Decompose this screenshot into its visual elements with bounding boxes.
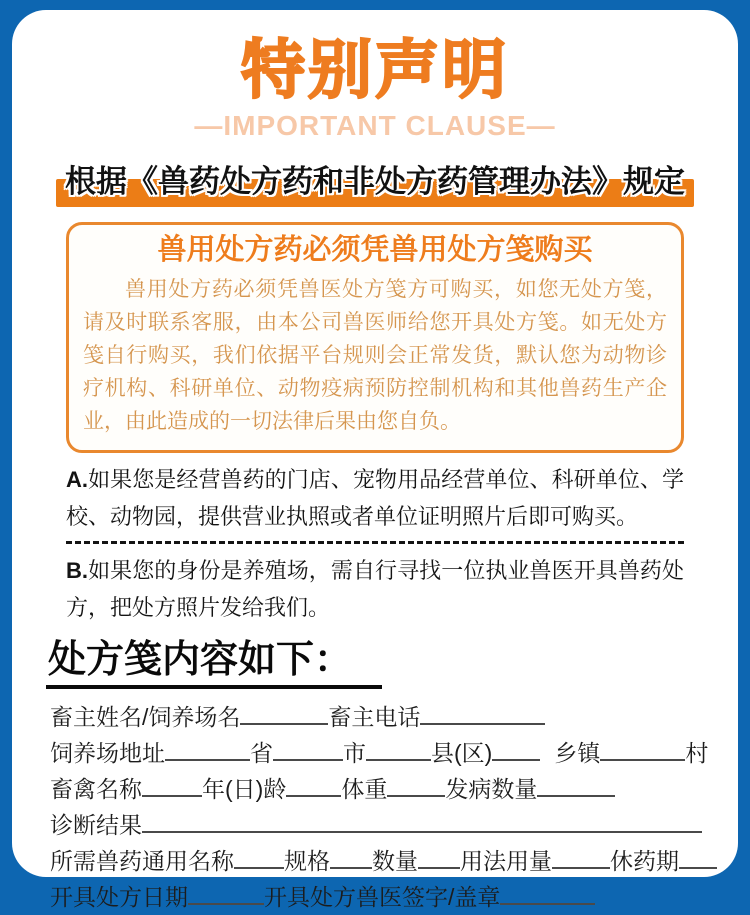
form-label: 数量 [372, 848, 418, 874]
form-blank-line [330, 841, 372, 869]
form-label: 乡镇 [554, 740, 601, 766]
form-label: 发病数量 [445, 776, 538, 802]
clause-a-text: 如果您是经营兽药的门店、宠物用品经营单位、科研单位、学校、动物园，提供营业执照或者单位证明照片后即可购买。 [66, 467, 684, 529]
form-label: 年(日)龄 [202, 776, 287, 802]
form-label: 休药期 [610, 848, 679, 874]
form-blank-line [188, 877, 264, 905]
notice-box-body: 兽用处方药必须凭兽医处方笺方可购买，如您无处方笺，请及时联系客服，由本公司兽医师给您开具处方笺。如无处方笺自行购买，我们依据平台规则会正常发货，默认您为动物诊疗机构、科研单位、动物疫病预防控制机构和其他兽药生产企业，由此造成的一切法律后果由您自负。 [83, 278, 667, 433]
form-blank-line [240, 697, 328, 725]
form-blank-line [537, 769, 615, 797]
form-blank-line [679, 841, 717, 869]
clause-a [66, 461, 684, 535]
form-blank-line [366, 733, 431, 761]
form-label: 开具处方日期 [50, 884, 188, 910]
form-blank-line [142, 769, 202, 797]
page-title: 特别声明 [241, 34, 509, 106]
prescription-heading-row [46, 638, 738, 689]
clause-b-prefix: B. [66, 558, 88, 583]
form-label: 规格 [284, 848, 330, 874]
form-label: 用法用量 [460, 848, 552, 874]
form-label: 县(区) [431, 740, 493, 766]
form-blank-line [273, 733, 343, 761]
prescription-heading: 处方笺内容如下： [46, 638, 382, 689]
form-blank-line [418, 841, 460, 869]
form-blank-line [234, 841, 284, 869]
form-line [50, 877, 724, 913]
form-blank-line [142, 805, 702, 833]
form-blank-line [552, 841, 610, 869]
form-blank-line [500, 877, 595, 905]
dashed-divider [66, 541, 684, 544]
law-banner [56, 158, 694, 208]
prescription-notice-box [66, 222, 684, 453]
notice-box-heading: 兽用处方药必须凭兽用处方笺购买 [157, 234, 593, 266]
prescription-lines [50, 697, 724, 913]
form-label: 体重 [341, 776, 388, 802]
form-blank-line [165, 733, 250, 761]
form-line [50, 733, 724, 769]
form-blank-line [387, 769, 445, 797]
form-line [50, 841, 724, 877]
clause-a-prefix: A. [66, 467, 88, 492]
form-label: 畜禽名称 [50, 776, 142, 802]
form-blank-line [492, 733, 540, 761]
form-blank-line [600, 733, 685, 761]
clause-b-text: 如果您的身份是养殖场，需自行寻找一位执业兽医开具兽药处方，把处方照片发给我们。 [66, 558, 684, 620]
form-label: 开具处方兽医签字/盖章 [264, 884, 501, 910]
form-space [540, 735, 554, 761]
clause-b [66, 552, 684, 626]
form-label: 省 [250, 740, 273, 766]
law-banner-text: 根据《兽药处方药和非处方药管理办法》规定 [65, 164, 685, 199]
form-label: 畜主电话 [328, 704, 421, 730]
form-line [50, 805, 724, 841]
form-line [50, 769, 724, 805]
notice-card [12, 10, 738, 910]
form-label: 畜主姓名/饲养场名 [50, 704, 241, 730]
form-label: 所需兽药通用名称 [50, 848, 234, 874]
form-blank-line [286, 769, 341, 797]
form-blank-line [420, 697, 545, 725]
form-label: 诊断结果 [50, 812, 142, 838]
form-label: 市 [343, 740, 366, 766]
form-line [50, 697, 724, 733]
page-subtitle: —IMPORTANT CLAUSE— [194, 110, 556, 141]
form-label: 饲养场地址 [50, 740, 165, 766]
form-label: 村 [685, 740, 709, 766]
